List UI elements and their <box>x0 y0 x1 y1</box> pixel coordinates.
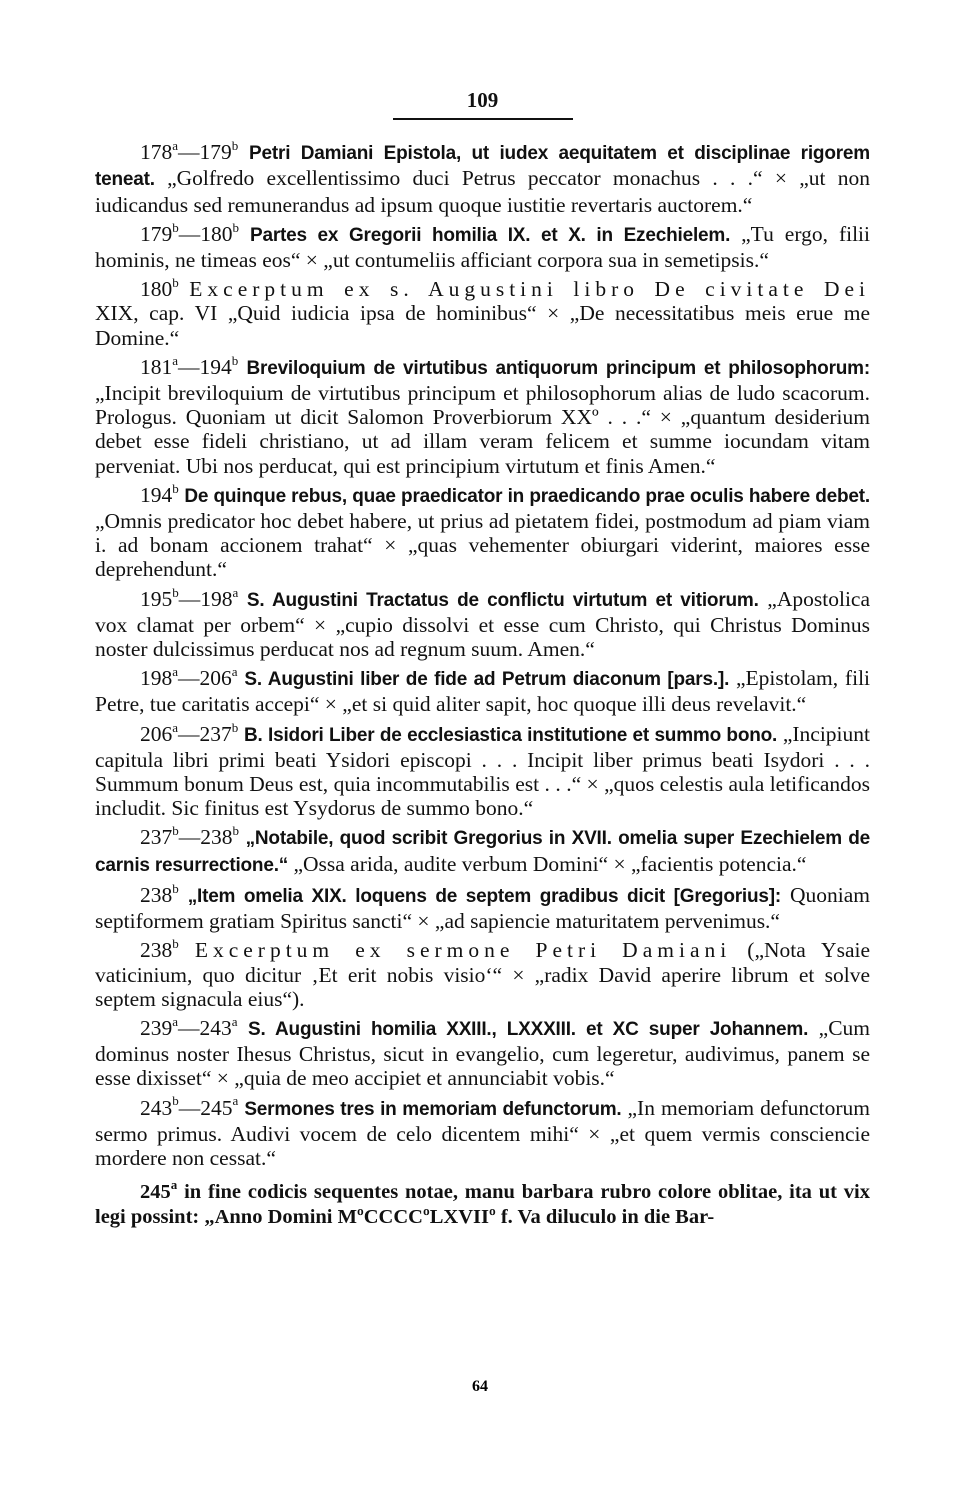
entry-spaced-title: Excerptum ex s. Augustini libro De civitate Dei <box>189 277 871 302</box>
note-text: in fine codicis sequentes notae, manu barbara rubro colore oblitae, ita ut vix legi possint: „Anno Domini MºCCCCºLXVIIº f. Va diluculo in die Bar- <box>95 1181 870 1229</box>
entry-folio: 237$^b$—238$^b$ <box>140 823 239 850</box>
entry-text: XIX, cap. VI „Quid iudicia ipsa de hominibus“ × „De necessitatibus meis erue me Domine.“ <box>95 301 870 350</box>
entry-title: S. Augustini liber de fide ad Petrum diaconum [pars.]. <box>244 669 730 691</box>
entry-folio: 198$^a$—206$^a$ <box>140 664 238 691</box>
entry-folio: 243$^b$—245$^a$ <box>140 1093 239 1120</box>
entry-title: Breviloquium de virtutibus antiquorum principum et philosophorum: <box>246 357 871 379</box>
entry-title: Sermones tres in memoriam defunctorum. <box>244 1098 622 1120</box>
catalog-entries <box>95 140 870 1170</box>
entry-text: („Nota Ysaie vaticinium, quo dicitur ‚Et erit nobis visio‘“ × „radix David aperire librum et solve septem signacula eius“). <box>95 938 871 1011</box>
note-folio: 245$^a$ <box>140 1177 178 1204</box>
catalog-entry <box>95 880 870 934</box>
signature-number: 64 <box>472 1378 488 1395</box>
entry-text: „Cum dominus noster Ihesus Christus, sicut in evangelio, cum legeretur, audivimus, panem se esse dixisset“ × „quia de meo accipiet et annunciabit vobis.“ <box>95 1015 871 1091</box>
catalog-entry <box>95 938 870 1011</box>
entry-text: „Incipiunt capitula libri primi beati Ysidori episcopi . . . Incipit liber primus beati Isydori . . . Summum bonum Deus est, quia incommutabilis est . . .“ × „quos celestis aula letificandos includit. Sic finitus est Ysydorus de summo bono.“ <box>95 721 870 821</box>
entry-title: S. Augustini Tractatus de conflictu virtutum et vitiorum. <box>246 589 759 611</box>
header-rule <box>393 118 573 120</box>
entry-folio: 195$^b$—198$^a$ <box>140 584 239 611</box>
entry-folio: 206$^a$—237$^b$ <box>140 719 239 746</box>
entry-text: „Omnis predicator hoc debet habere, ut prius ad pietatem fidei, postmodum ad piam viam i. ad bonam accionem trahat“ × „quas vehementer obiurgari viderint, maiores esse deprehendunt.“ <box>95 509 870 582</box>
entry-folio: 238$^b$ <box>140 936 179 963</box>
entry-folio: 180$^b$ <box>140 275 179 302</box>
entry-text: „Tu ergo, filii hominis, ne timeas eos“ × „ut contumeliis afficiant corpora sua in semetipsis.“ <box>95 221 870 273</box>
catalog-entry <box>95 666 870 716</box>
entry-title: Petri Damiani Epistola, ut iudex aequitatem et disciplinae rigorem teneat. <box>95 143 870 191</box>
entry-text: Quoniam septiformem gratiam Spiritus sancti“ × „ad sapiencie maturitatem pervenimus.“ <box>95 882 870 934</box>
entry-text: „Apostolica vox clamat per orbem“ × „cupio dissolvi et esse cum Christo, qui Christus Dominus noster dulcissimus perducat nos ad regnum suum. Amen.“ <box>95 586 870 662</box>
catalog-entry <box>95 480 871 582</box>
entry-folio: 181$^a$—194$^b$ <box>140 352 239 379</box>
entry-title: S. Augustini homilia XXIII., LXXXIII. et XC super Johannem. <box>248 1018 809 1040</box>
catalog-entry <box>95 140 870 217</box>
catalog-entry <box>95 219 870 273</box>
entry-text: „Incipit breviloquium de virtutibus principum et philosophorum alias de ludo scacorum. Prologus. Quoniam ut dicit Salomon Proverbiorum XXº . . .“ × „quantum desiderium debet esse fideli christiano, ut ad illam veram felicem et summe iocundam vitam perveniat. Ubi nos perducat, qui est principium virtutum et finis Amen.“ <box>95 381 870 478</box>
catalog-entry <box>95 584 870 662</box>
catalog-entry <box>95 352 871 478</box>
catalog-entry <box>95 277 870 350</box>
entry-folio: 179$^b$—180$^b$ <box>140 219 239 246</box>
entry-title: „Notabile, quod scribit Gregorius in XVII. omelia super Ezechielem de carnis resurrectione.“ <box>95 828 870 876</box>
entry-folio: 239$^a$—243$^a$ <box>140 1013 238 1040</box>
entry-folio: 178$^a$—179$^b$ <box>140 138 239 165</box>
entry-title: „Item omelia XIX. loquens de septem gradibus dicit [Gregorius]: <box>187 885 782 907</box>
catalog-entry <box>95 825 870 877</box>
entry-spaced-title: Excerptum ex sermone Petri Damiani <box>194 938 732 963</box>
catalog-entry <box>95 1093 871 1171</box>
closing-note <box>95 1177 870 1230</box>
entry-title: B. Isidori Liber de ecclesiastica institutione et summo bono. <box>244 724 778 746</box>
catalog-entry <box>95 1013 871 1091</box>
entry-title: De quinque rebus, quae praedicator in praedicando prae oculis habere debet. <box>184 485 871 507</box>
entry-folio: 194$^b$ <box>140 480 179 507</box>
entry-folio: 238$^b$ <box>140 880 179 907</box>
entry-text: „Golfredo excellentissimo duci Petrus peccator monachus . . .“ × „ut non iudicandus sed remunerandus ad ipsum quoque iustitie revertaris auctorem.“ <box>95 166 870 217</box>
entry-text: „In memoriam defunctorum sermo primus. Audivi vocem de celo dicentem mihi“ × „et quem vermis consciencie mordere non cessat.“ <box>95 1095 871 1170</box>
catalog-entry <box>95 719 870 821</box>
page-number: 109 <box>466 88 499 112</box>
document-page <box>95 88 870 1230</box>
entry-title: Partes ex Gregorii homilia IX. et X. in Ezechielem. <box>249 224 731 246</box>
entry-text: „Ossa arida, audite verbum Domini“ × „facientis potencia.“ <box>288 851 807 876</box>
entry-text: „Epistolam, fili Petre, tue caritatis accepi“ × „et si quid aliter sapit, hoc quoque illi deus revelavit.“ <box>95 666 871 717</box>
